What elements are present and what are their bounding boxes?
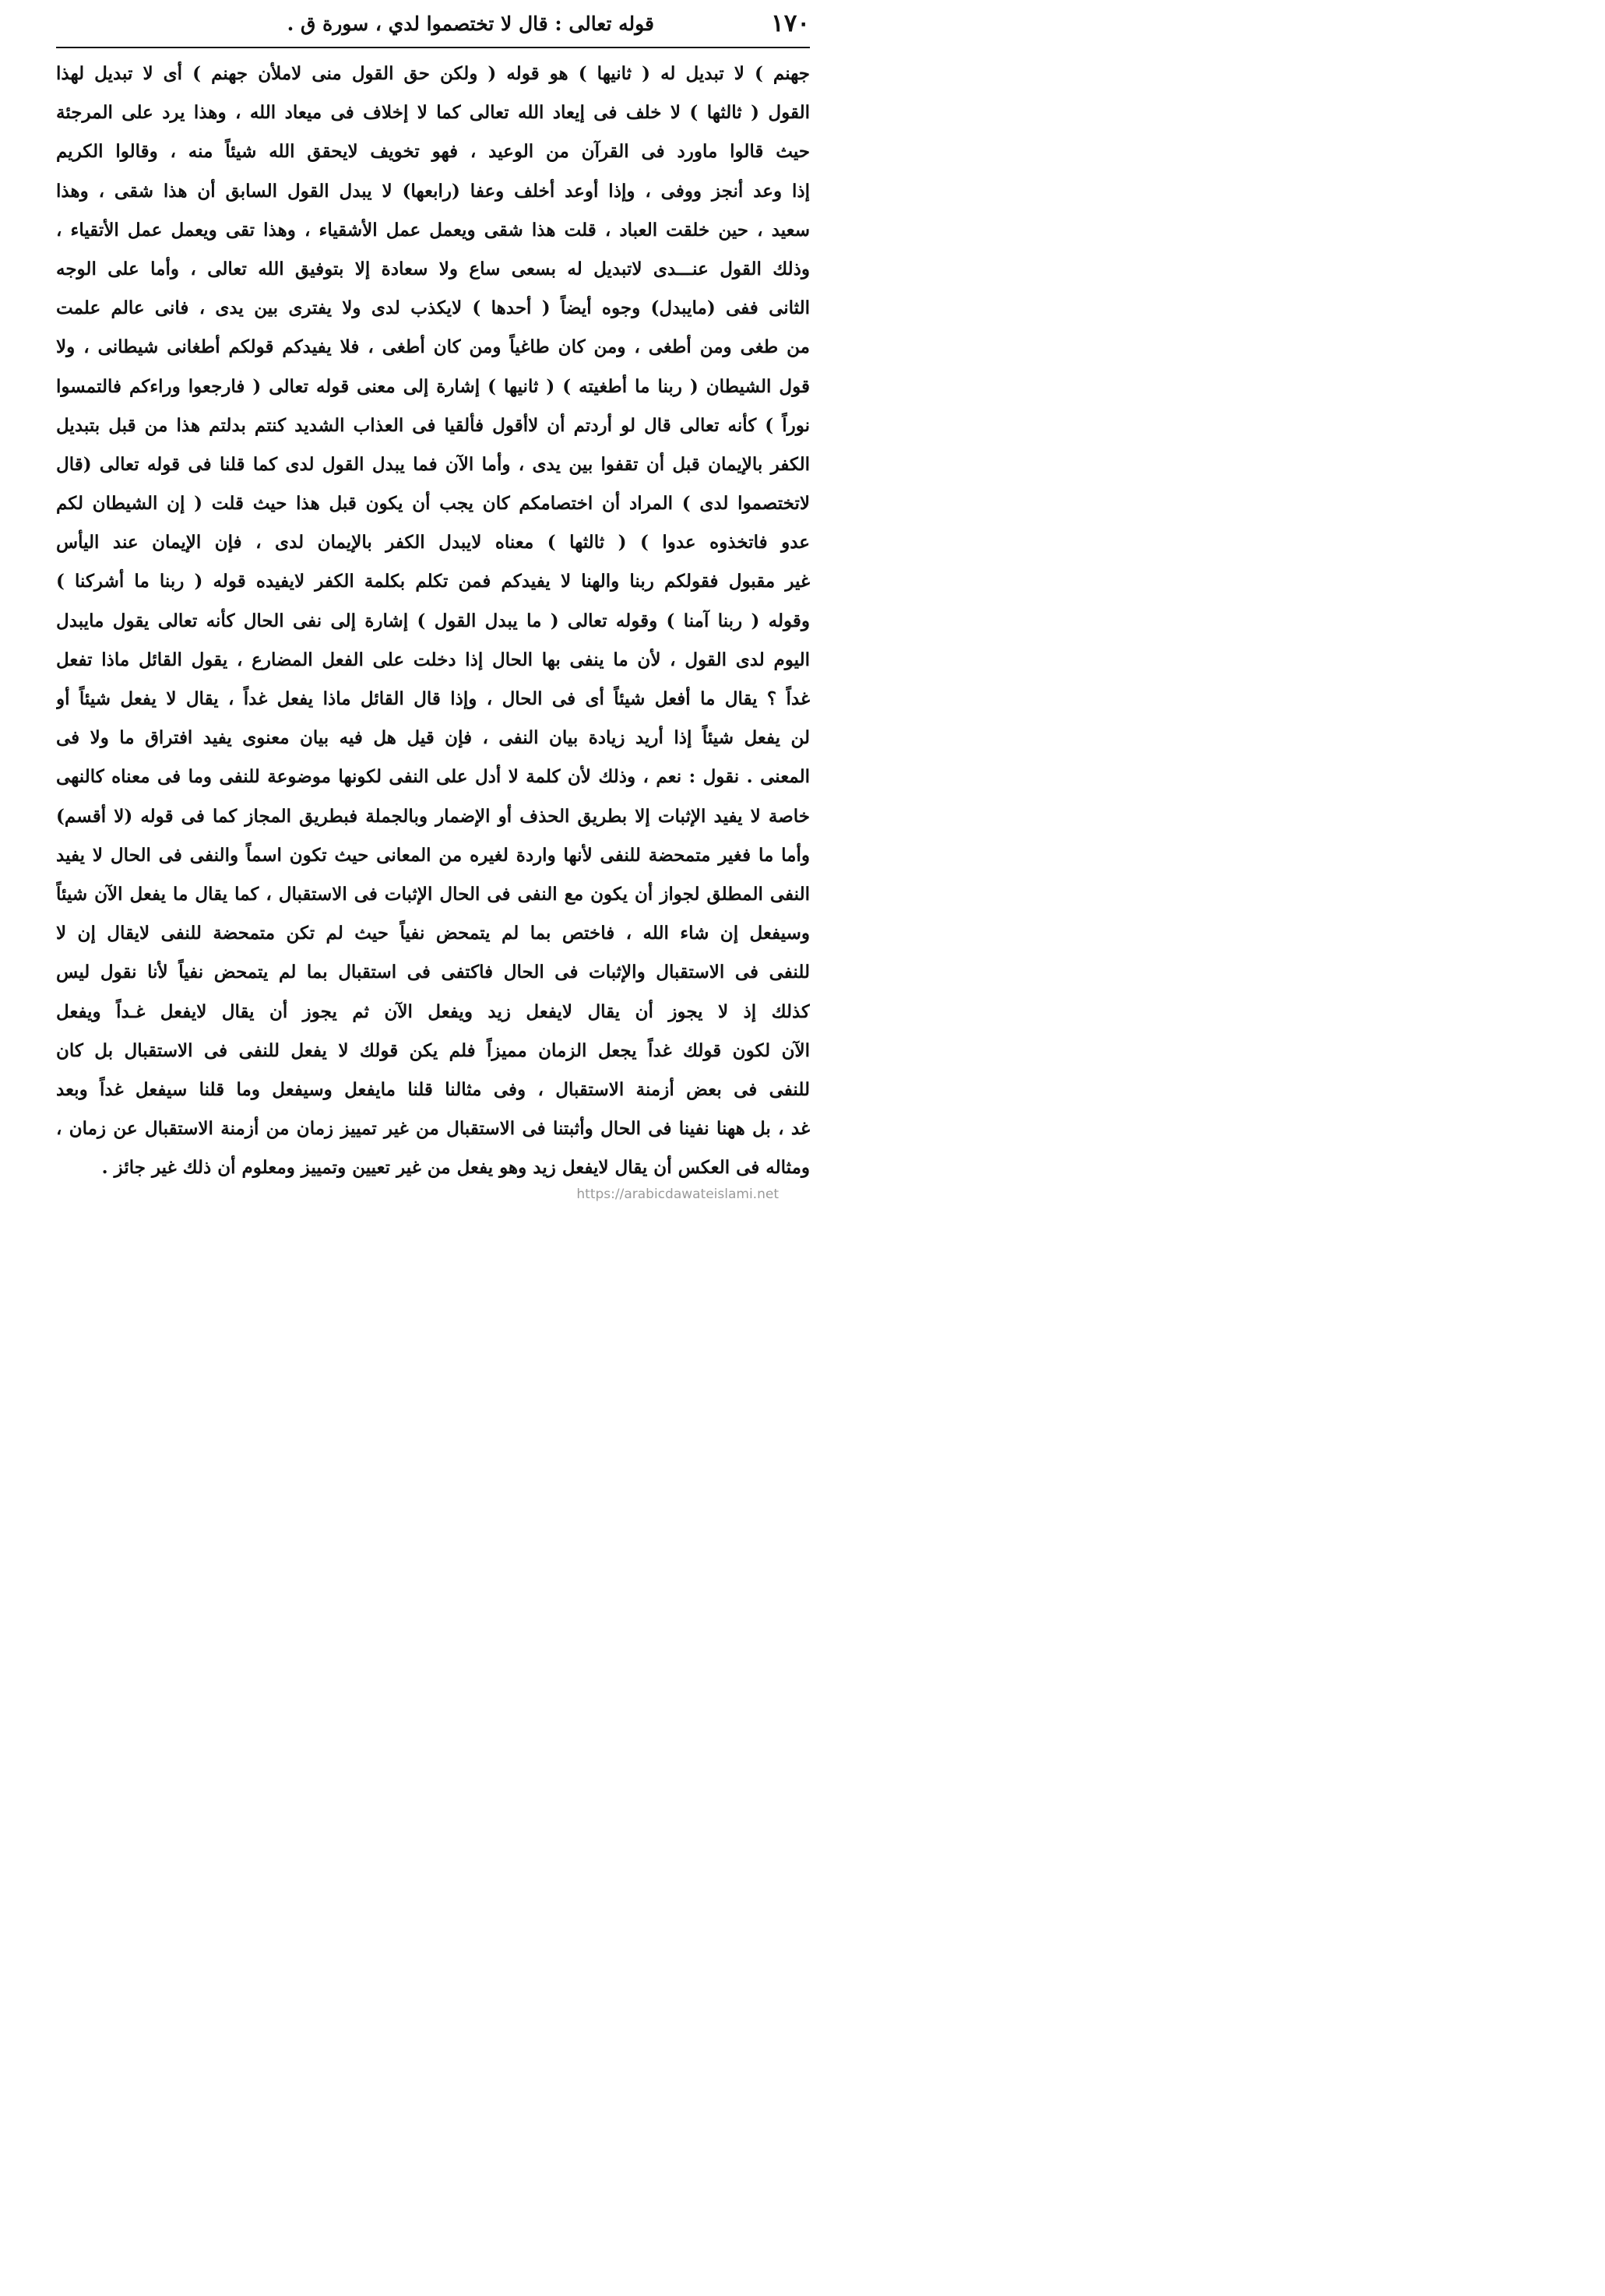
text-line: حيث قالوا ماورد فى القرآن من الوعيد ، فهو تخويف لايحقق الله شيئاً منه ، وقالوا الكريم [56, 141, 810, 163]
text-line: نوراً ) كأنه تعالى قال لو أردتم أن لاأقول فألقيا فى العذاب الشديد كنتم بدلتم هذا من قبل بتبديل [56, 414, 810, 436]
running-title: قوله تعالى : قال لا تختصموا لدي ، سورة ق . [287, 12, 654, 35]
text-line: كذلك إذ لا يجوز أن يقال لايفعل زيد ويفعل الآن ثم يجوز أن يقال لايفعل غـداً ويفعل [56, 1000, 810, 1022]
text-line: وذلك القول عنـــدى لاتبديل له بسعى ساع ولا سعادة إلا بتوفيق الله تعالى ، وأما على الوجه [56, 258, 810, 280]
page-number: ١٧٠ [771, 9, 810, 37]
text-line: الثانى ففى (مايبدل) وجوه أيضاً ( أحدها ) لايكذب لدى ولا يفترى بين يدى ، فانى عالم علمت [56, 297, 810, 319]
text-line: الكفر بالإيمان قبل أن تقفوا بين يدى ، وأما الآن فما يبدل القول لدى كما قلنا فى قوله تعالى (قال [56, 453, 810, 475]
text-line: لاتختصموا لدى ) المراد أن اختصامكم كان يجب أن يكون قبل هذا حيث قلت ( إن الشيطان لكم [56, 493, 810, 515]
page-header [56, 6, 810, 45]
text-line: جهنم ) لا تبديل له ( ثانيها ) هو قوله ( ولكن حق القول منى لاملأن جهنم ) أى لا تبديل لهذا [56, 63, 810, 84]
text-line: وسيفعل إن شاء الله ، فاختص بما لم يتمحض نفياً حيث لم تكن متمحضة للنفى لايقال إن لا [56, 923, 810, 944]
watermark: https://arabicdawateislami.net [576, 1187, 779, 1202]
body-text [56, 54, 810, 1187]
text-line: إذا وعد أنجز ووفى ، وإذا أوعد أخلف وعفا (رابعها) لا يبدل القول السابق أن هذا شقى ، وهذا [56, 180, 810, 202]
text-line: عدو فاتخذوه عدوا ) ( ثالثها ) معناه لايبدل الكفر بالإيمان لدى ، فإن الإيمان عند اليأس [56, 532, 810, 554]
header-rule [56, 47, 810, 48]
text-line: للنفى فى الاستقبال والإثبات فى الحال فاكتفى فى استقبال بما لم يتمحض نفياً لأنا نقول ليس [56, 962, 810, 983]
text-line: غير مقبول فقولكم ربنا والهنا لا يفيدكم فمن تكلم بكلمة الكفر لايفيده قوله ( ربنا ما أشركنا ) [56, 571, 810, 592]
text-line: من طغى ومن أطغى ، ومن كان طاغياً ومن كان أطغى ، فلا يفيدكم قولكم أطغانى شيطانى ، ولا [56, 336, 810, 358]
text-line: غداً ؟ يقال ما أفعل شيئاً أى فى الحال ، وإذا قال القائل ماذا يفعل غداً ، يقال لا يفعل شيئاً أو [56, 688, 810, 709]
text-line: سعيد ، حين خلقت العباد ، قلت هذا شقى ويعمل عمل الأشقياء ، وهذا تقى ويعمل عمل الأتقياء ، [56, 219, 810, 241]
text-line: وقوله ( ربنا آمنا ) وقوله تعالى ( ما يبدل القول ) إشارة إلى نفى الحال كأنه تعالى يقول مايبدل [56, 610, 810, 631]
text-line: اليوم لدى القول ، لأن ما ينفى بها الحال إذا دخلت على الفعل المضارع ، يقول القائل ماذا تفعل [56, 649, 810, 670]
text-line: وأما ما فغير متمحضة للنفى لأنها واردة لغيره من المعانى حيث تكون اسماً والنفى فى الحال لا يفيد [56, 844, 810, 866]
text-line: غد ، بل ههنا نفينا فى الحال وأثبتنا فى الاستقبال من غير تمييز زمان من أزمنة الاستقبال عن زمان ، [56, 1118, 810, 1140]
text-line: خاصة لا يفيد الإثبات إلا بطريق الحذف أو الإضمار وبالجملة فبطريق المجاز كما فى قوله (لا أقسم) [56, 805, 810, 827]
text-line: لن يفعل شيئاً إذا أريد زيادة بيان النفى ، فإن قيل هل فيه بيان معنوى يفيد افتراق ما ولا فى [56, 727, 810, 749]
text-line: المعنى . نقول : نعم ، وذلك لأن كلمة لا أدل على النفى لكونها موضوعة للنفى وما فى معناه كالنهى [56, 766, 810, 788]
text-line: قول الشيطان ( ربنا ما أطغيته ) ( ثانيها ) إشارة إلى معنى قوله تعالى ( فارجعوا وراءكم فالتمسوا [56, 375, 810, 397]
text-line: للنفى فى بعض أزمنة الاستقبال ، وفى مثالنا قلنا مايفعل وسيفعل وما قلنا سيفعل غداً وبعد [56, 1078, 810, 1100]
text-line: ومثاله فى العكس أن يقال لايفعل زيد وهو يفعل من غير تعيين وتمييز ومعلوم أن ذلك غير جائز . [101, 1157, 810, 1179]
text-line: النفى المطلق لجواز أن يكون مع النفى فى الحال الإثبات فى الاستقبال ، كما يقال ما يفعل الآن شيئاً [56, 883, 810, 905]
text-line: الآن لكون قولك غداً يجعل الزمان مميزاً فلم يكن قولك لا يفعل للنفى فى الاستقبال بل كان [56, 1039, 810, 1061]
text-line: القول ( ثالثها ) لا خلف فى إيعاد الله تعالى كما لا إخلاف فى ميعاد الله ، وهذا يرد على المرجئة [56, 102, 810, 124]
